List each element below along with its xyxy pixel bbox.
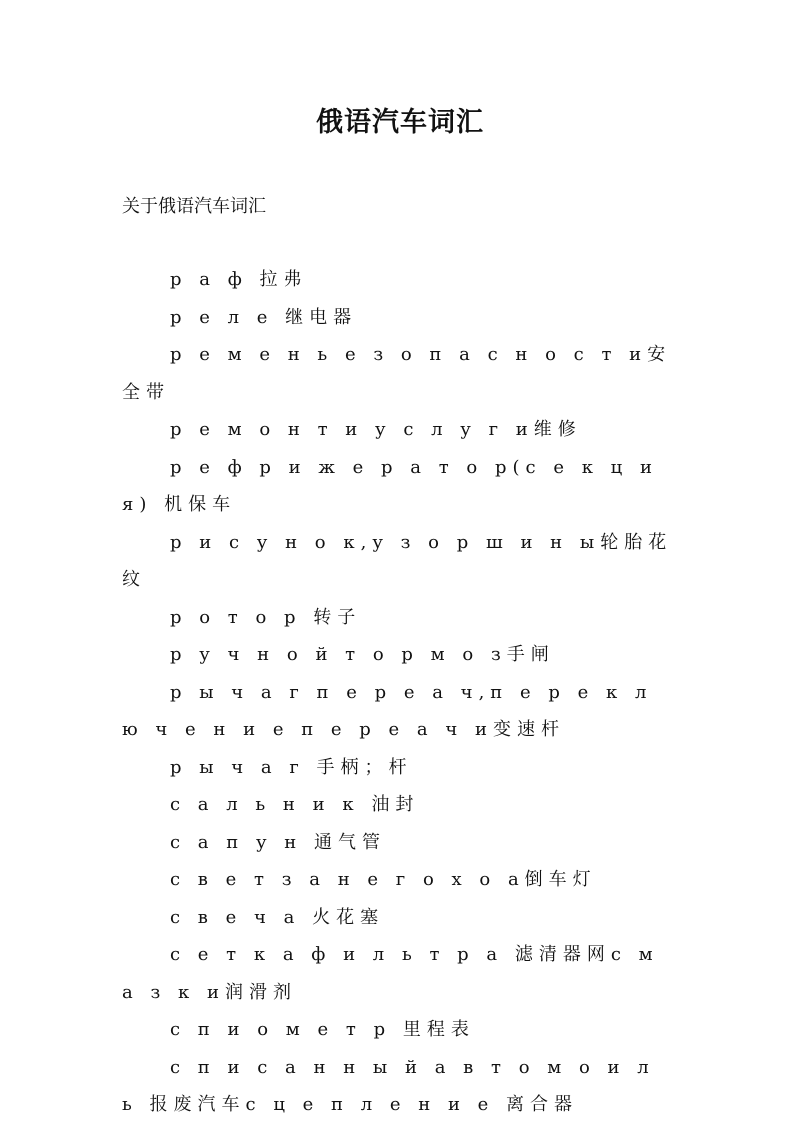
vocabulary-entry: с а п у н 通气管	[170, 831, 387, 853]
vocabulary-entry: р а ф 拉弗	[170, 269, 308, 290]
document-title: 俄语汽车词汇	[316, 107, 484, 138]
document-subtitle: 关于俄语汽车词汇	[122, 196, 266, 217]
vocabulary-entry: р о т о р 转子	[170, 606, 362, 628]
vocabulary-entry: р е м о н т и у с л у г и维修	[170, 419, 582, 440]
vocabulary-entry: с в е т з а н е г о х о а倒车灯	[170, 869, 597, 890]
vocabulary-entry: р у ч н о й т о р м о з手闸	[170, 644, 555, 665]
vocabulary-entry: с п и о м е т р 里程表	[170, 1019, 475, 1040]
vocabulary-list	[122, 261, 682, 1124]
vocabulary-entry: с а л ь н и к 油封	[170, 794, 420, 815]
vocabulary-entry: р е л е 继电器	[170, 306, 358, 328]
vocabulary-entry: с е т к а ф и л ь т р а 滤清器网с м а з к и润滑剂	[122, 944, 659, 1003]
vocabulary-entry: р е м е н ь е з о п а с н о с т и安全带	[122, 344, 672, 403]
vocabulary-entry: р е ф р и ж е р а т о р(с е к ц и я) 机保车	[122, 456, 658, 515]
vocabulary-entry: р ы ч а г 手柄；杆	[170, 756, 413, 778]
vocabulary-entry: с в е ч а 火花塞	[170, 906, 385, 928]
vocabulary-entry: р и с у н о к,у з о р ш и н ы轮胎花纹	[122, 531, 673, 590]
vocabulary-entry: с п и с а н н ы й а в т о м о и л ь 报废汽车с ц е п л е н и е 离合器	[122, 1056, 655, 1115]
vocabulary-entry: р ы ч а г п е р е а ч,п е р е к л ю ч е н и е п е р е а ч и变速杆	[122, 681, 653, 740]
